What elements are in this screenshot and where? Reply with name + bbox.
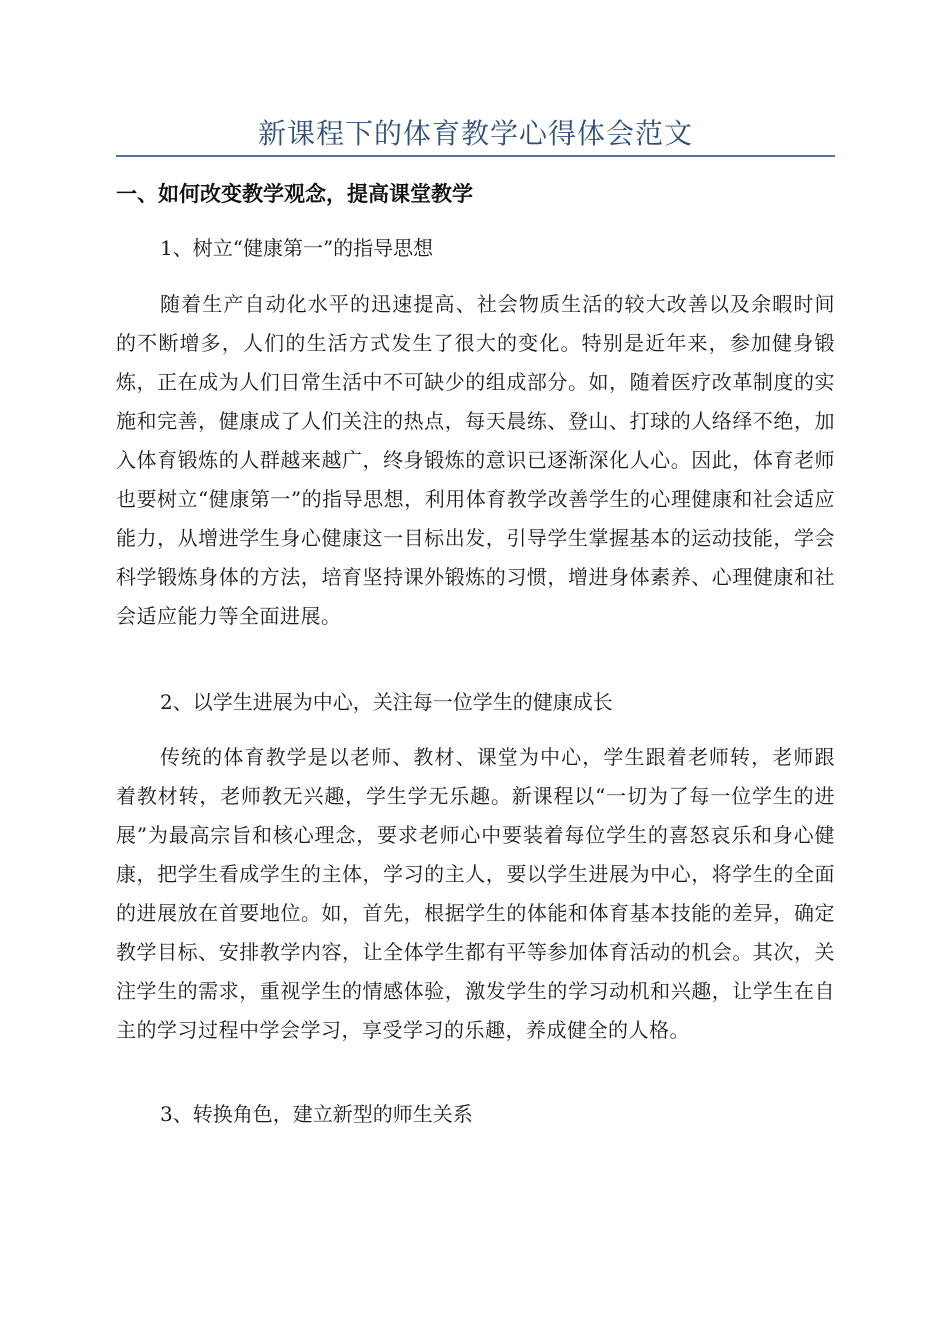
paragraph-1: 随着生产自动化水平的迅速提高、社会物质生活的较大改善以及余暇时间的不断增多，人们的生活方式发生了很大的变化。特别是近年来，参加健身锻炼，正在成为人们日常生活中不可缺少的组成部分。如，随着医疗改革制度的实施和完善，健康成了人们关注的热点，每天晨练、登山、打球的人络绎不绝，加入体育锻炼的人群越来越广，终身锻炼的意识已逐渐深化人心。因此，体育老师也要树立“健康第一”的指导思想，利用体育教学改善学生的心理健康和社会适应能力，从增进学生身心健康这一目标出发，引导学生掌握基本的运动技能，学会科学锻炼身体的方法，培育坚持课外锻炼的习惯，增进身体素养、心理健康和社会适应能力等全面进展。 — [116, 292, 835, 628]
subsection-heading-3: 3、转换角色，建立新型的师生关系 — [160, 1102, 473, 1126]
title-underline — [116, 155, 835, 157]
subsection-heading-1: 1、树立“健康第一”的指导思想 — [160, 236, 434, 260]
subsection-heading-2: 2、以学生进展为中心，关注每一位学生的健康成长 — [160, 690, 613, 714]
paragraph-2: 传统的体育教学是以老师、教材、课堂为中心，学生跟着老师转，老师跟着教材转，老师教无兴趣，学生学无乐趣。新课程以“一切为了每一位学生的进展”为最高宗旨和核心理念，要求老师心中要装着每位学生的喜怒哀乐和身心健康，把学生看成学生的主体，学习的主人，要以学生进展为中心，将学生的全面的进展放在首要地位。如，首先，根据学生的体能和体育基本技能的差异，确定教学目标、安排教学内容，让全体学生都有平等参加体育活动的机会。其次，关注学生的需求，重视学生的情感体验，激发学生的学习动机和兴趣，让学生在自主的学习过程中学会学习，享受学习的乐趣，养成健全的人格。 — [116, 745, 835, 1042]
section-heading: 一、如何改变教学观念，提高课堂教学 — [116, 182, 473, 206]
document-title: 新课程下的体育教学心得体会范文 — [257, 117, 693, 150]
